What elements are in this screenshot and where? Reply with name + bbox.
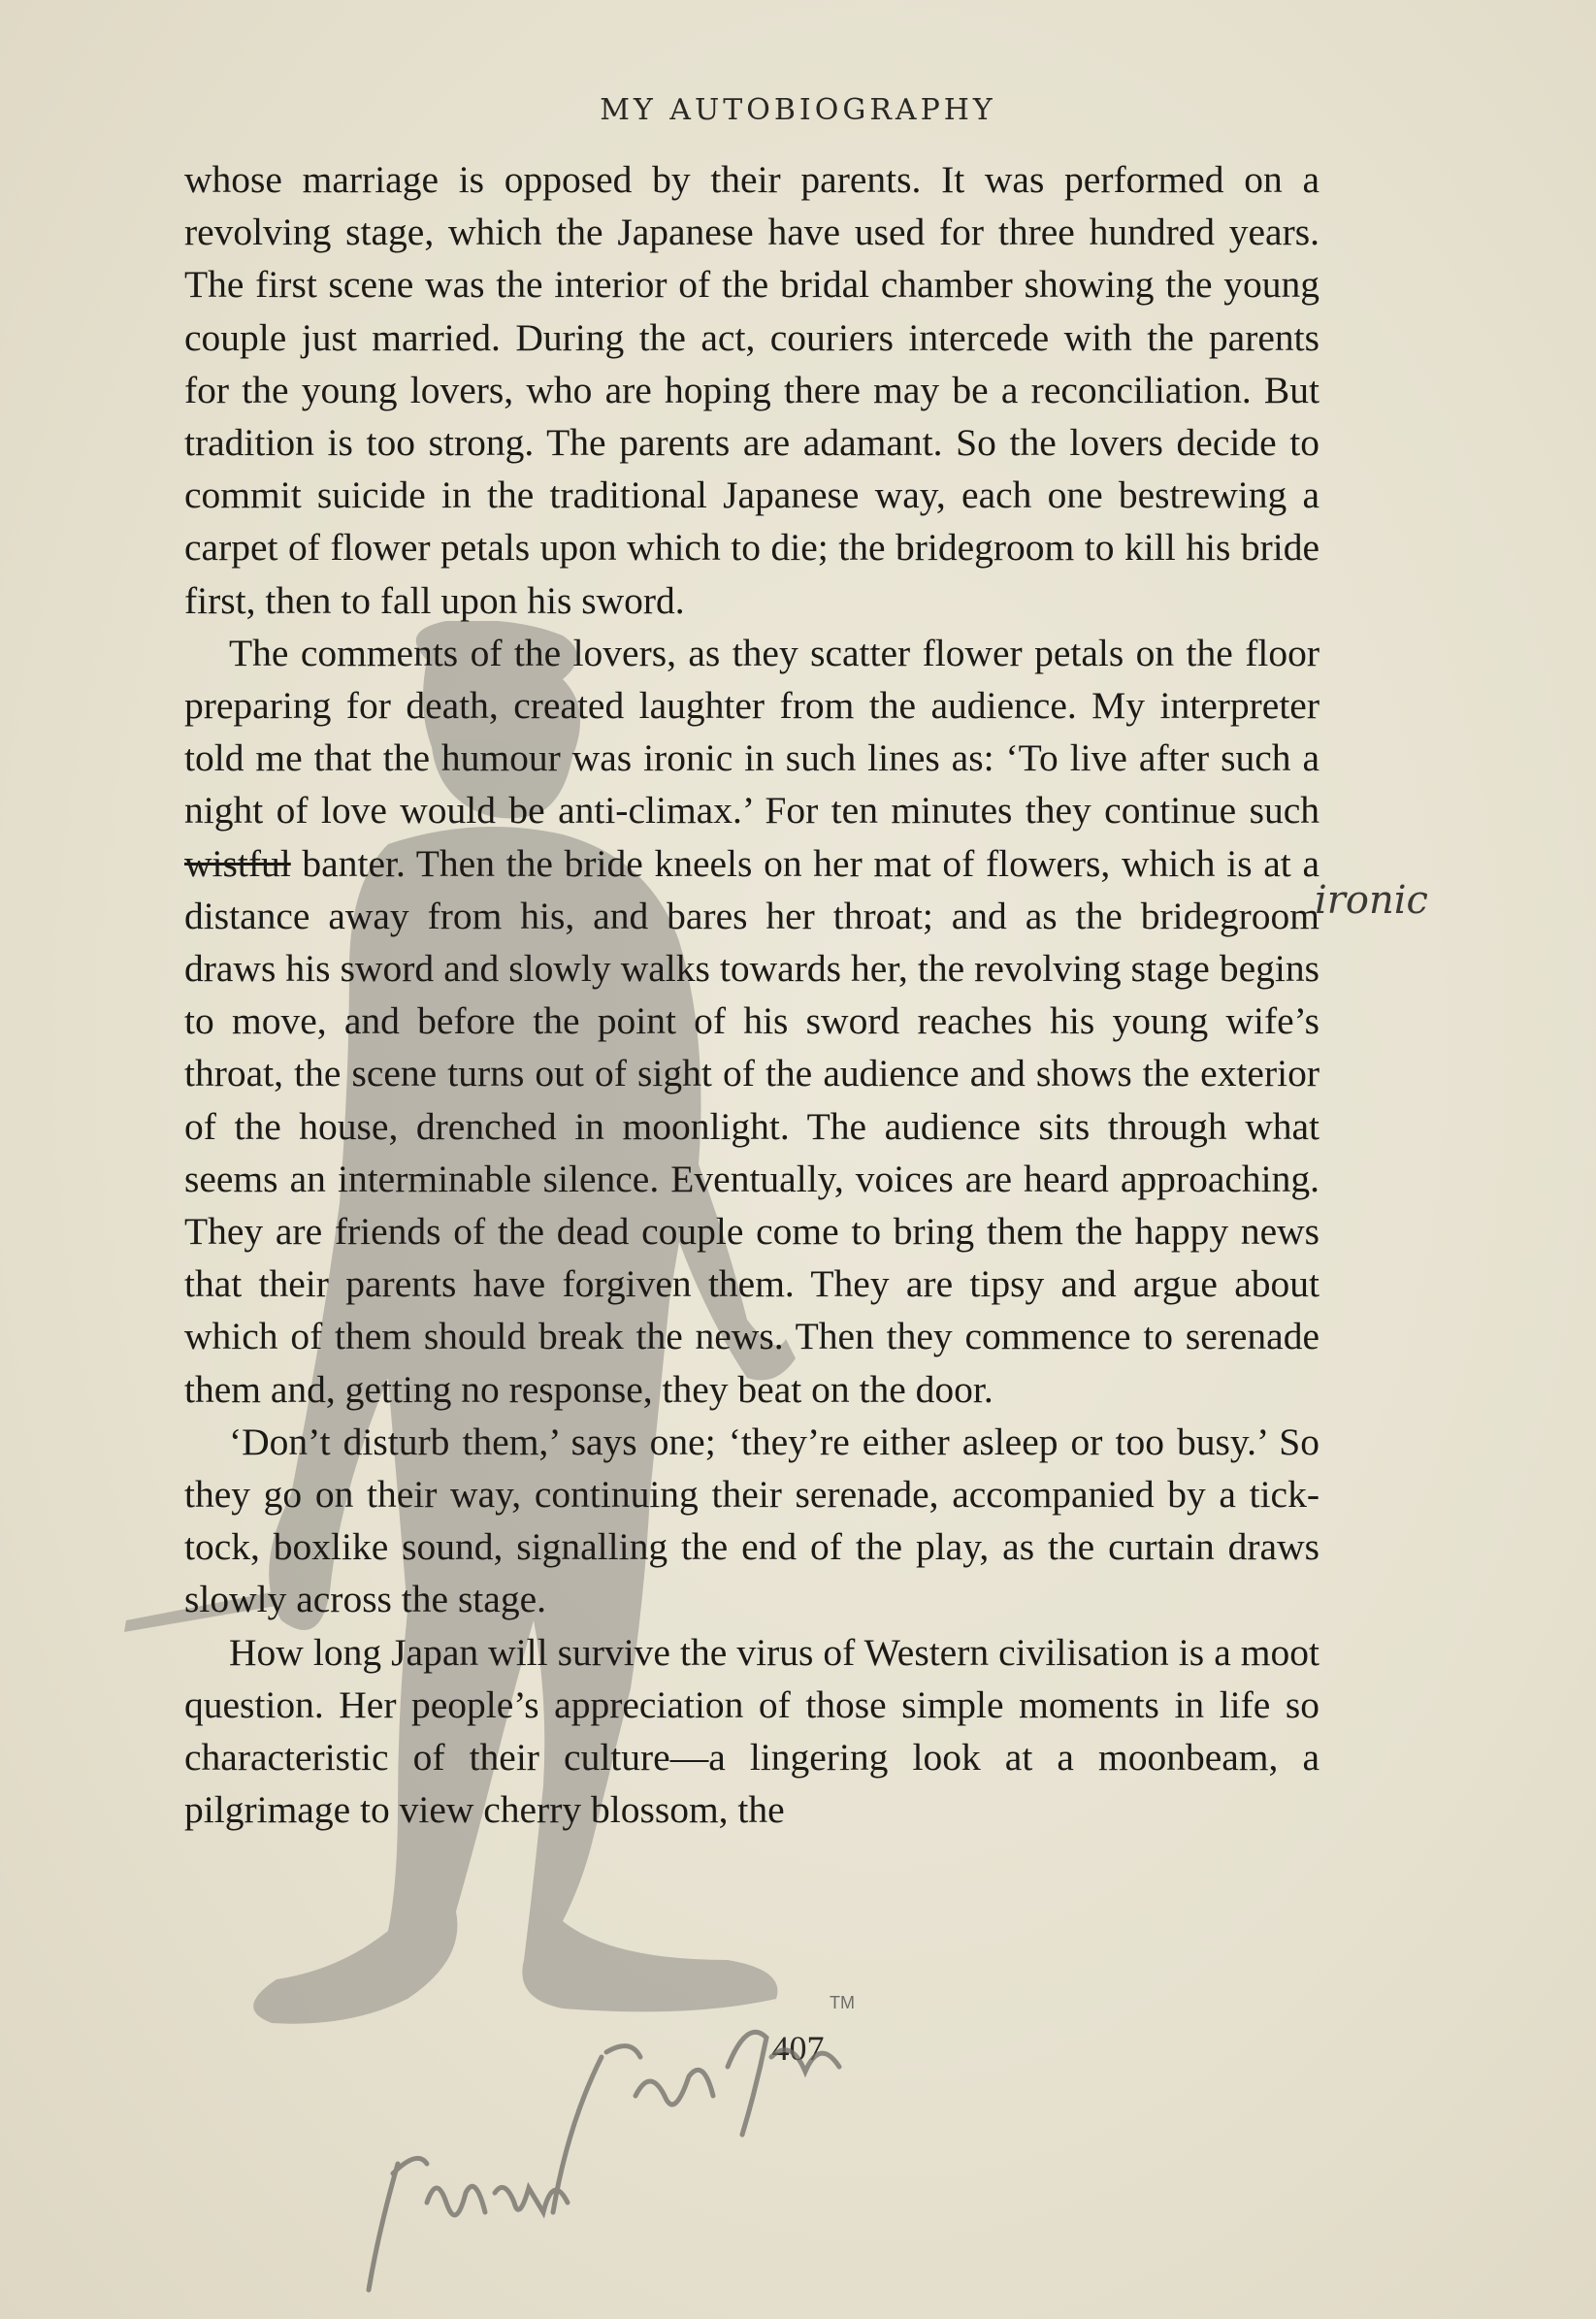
paragraph-text: banter. Then the bride kneels on her mat of flowers, which is at a distance away from his, and bares her throat; and as the bridegroom draws his sword and slowly walks towards her, the revolving stage begins to move, and before the point of his sword reaches his young wife’s throat, the scene turns out of sight of the audience and shows the exterior of the house, drenched in moonlight. The audience sits through what seems an interminable silence. Eventually, voices are heard approaching. They are friends of the dead couple come to bring them the happy news that their parents have forgiven them. They are tipsy and argue about which of them should break the news. Then they commence to serenade them and, getting no response, they beat on the door. [184,841,1319,1411]
paragraph: whose marriage is opposed by their parents. It was performed on a revolving stage, which the Japanese have used for three hundred years. The first scene was the interior of the bridal chamber showing the young couple just married. During the act, couriers intercede with the parents for the young lovers, who are hoping there may be a reconciliation. But tradition is too strong. The parents are adamant. So the lovers decide to commit suicide in the traditional Japanese way, each one bestrewing a carpet of flower petals upon which to die; the bridegroom to kill his bride first, then to fall upon his sword. [184,158,1319,622]
paragraph: ‘Don’t disturb them,’ says one; ‘they’re either asleep or too busy.’ So they go on their way, continuing their serenade, accompanied by a tick-tock, boxlike sound, signalling the end of the play, as the curtain draws slowly across the stage. [184,1420,1319,1621]
paragraph-text: The comments of the lovers, as they scatter flower petals on the floor preparing for death, created laughter from the audience. My interpreter told me that the humour was ironic in such lines as: ‘To live after such a night of love would be anti-climax.’ For ten minutes they continue such [184,631,1319,833]
body-text [184,153,1319,1837]
chaplin-signature-logo [359,1979,883,2300]
paragraph [184,627,1319,1416]
page-number: 407 [771,2029,825,2068]
paragraph: How long Japan will survive the virus of Western civilisation is a moot question. Her people’s appreciation of those simple moments in life so characteristic of their culture—a lingering look at a moonbeam, a pilgrimage to view cherry blossom, the [184,1630,1319,1832]
handwritten-annotation: ironic [1315,878,1428,923]
struck-word: wistful [184,841,291,885]
trademark-mark: TM [830,1993,855,2012]
running-head: MY AUTOBIOGRAPHY [600,93,996,127]
